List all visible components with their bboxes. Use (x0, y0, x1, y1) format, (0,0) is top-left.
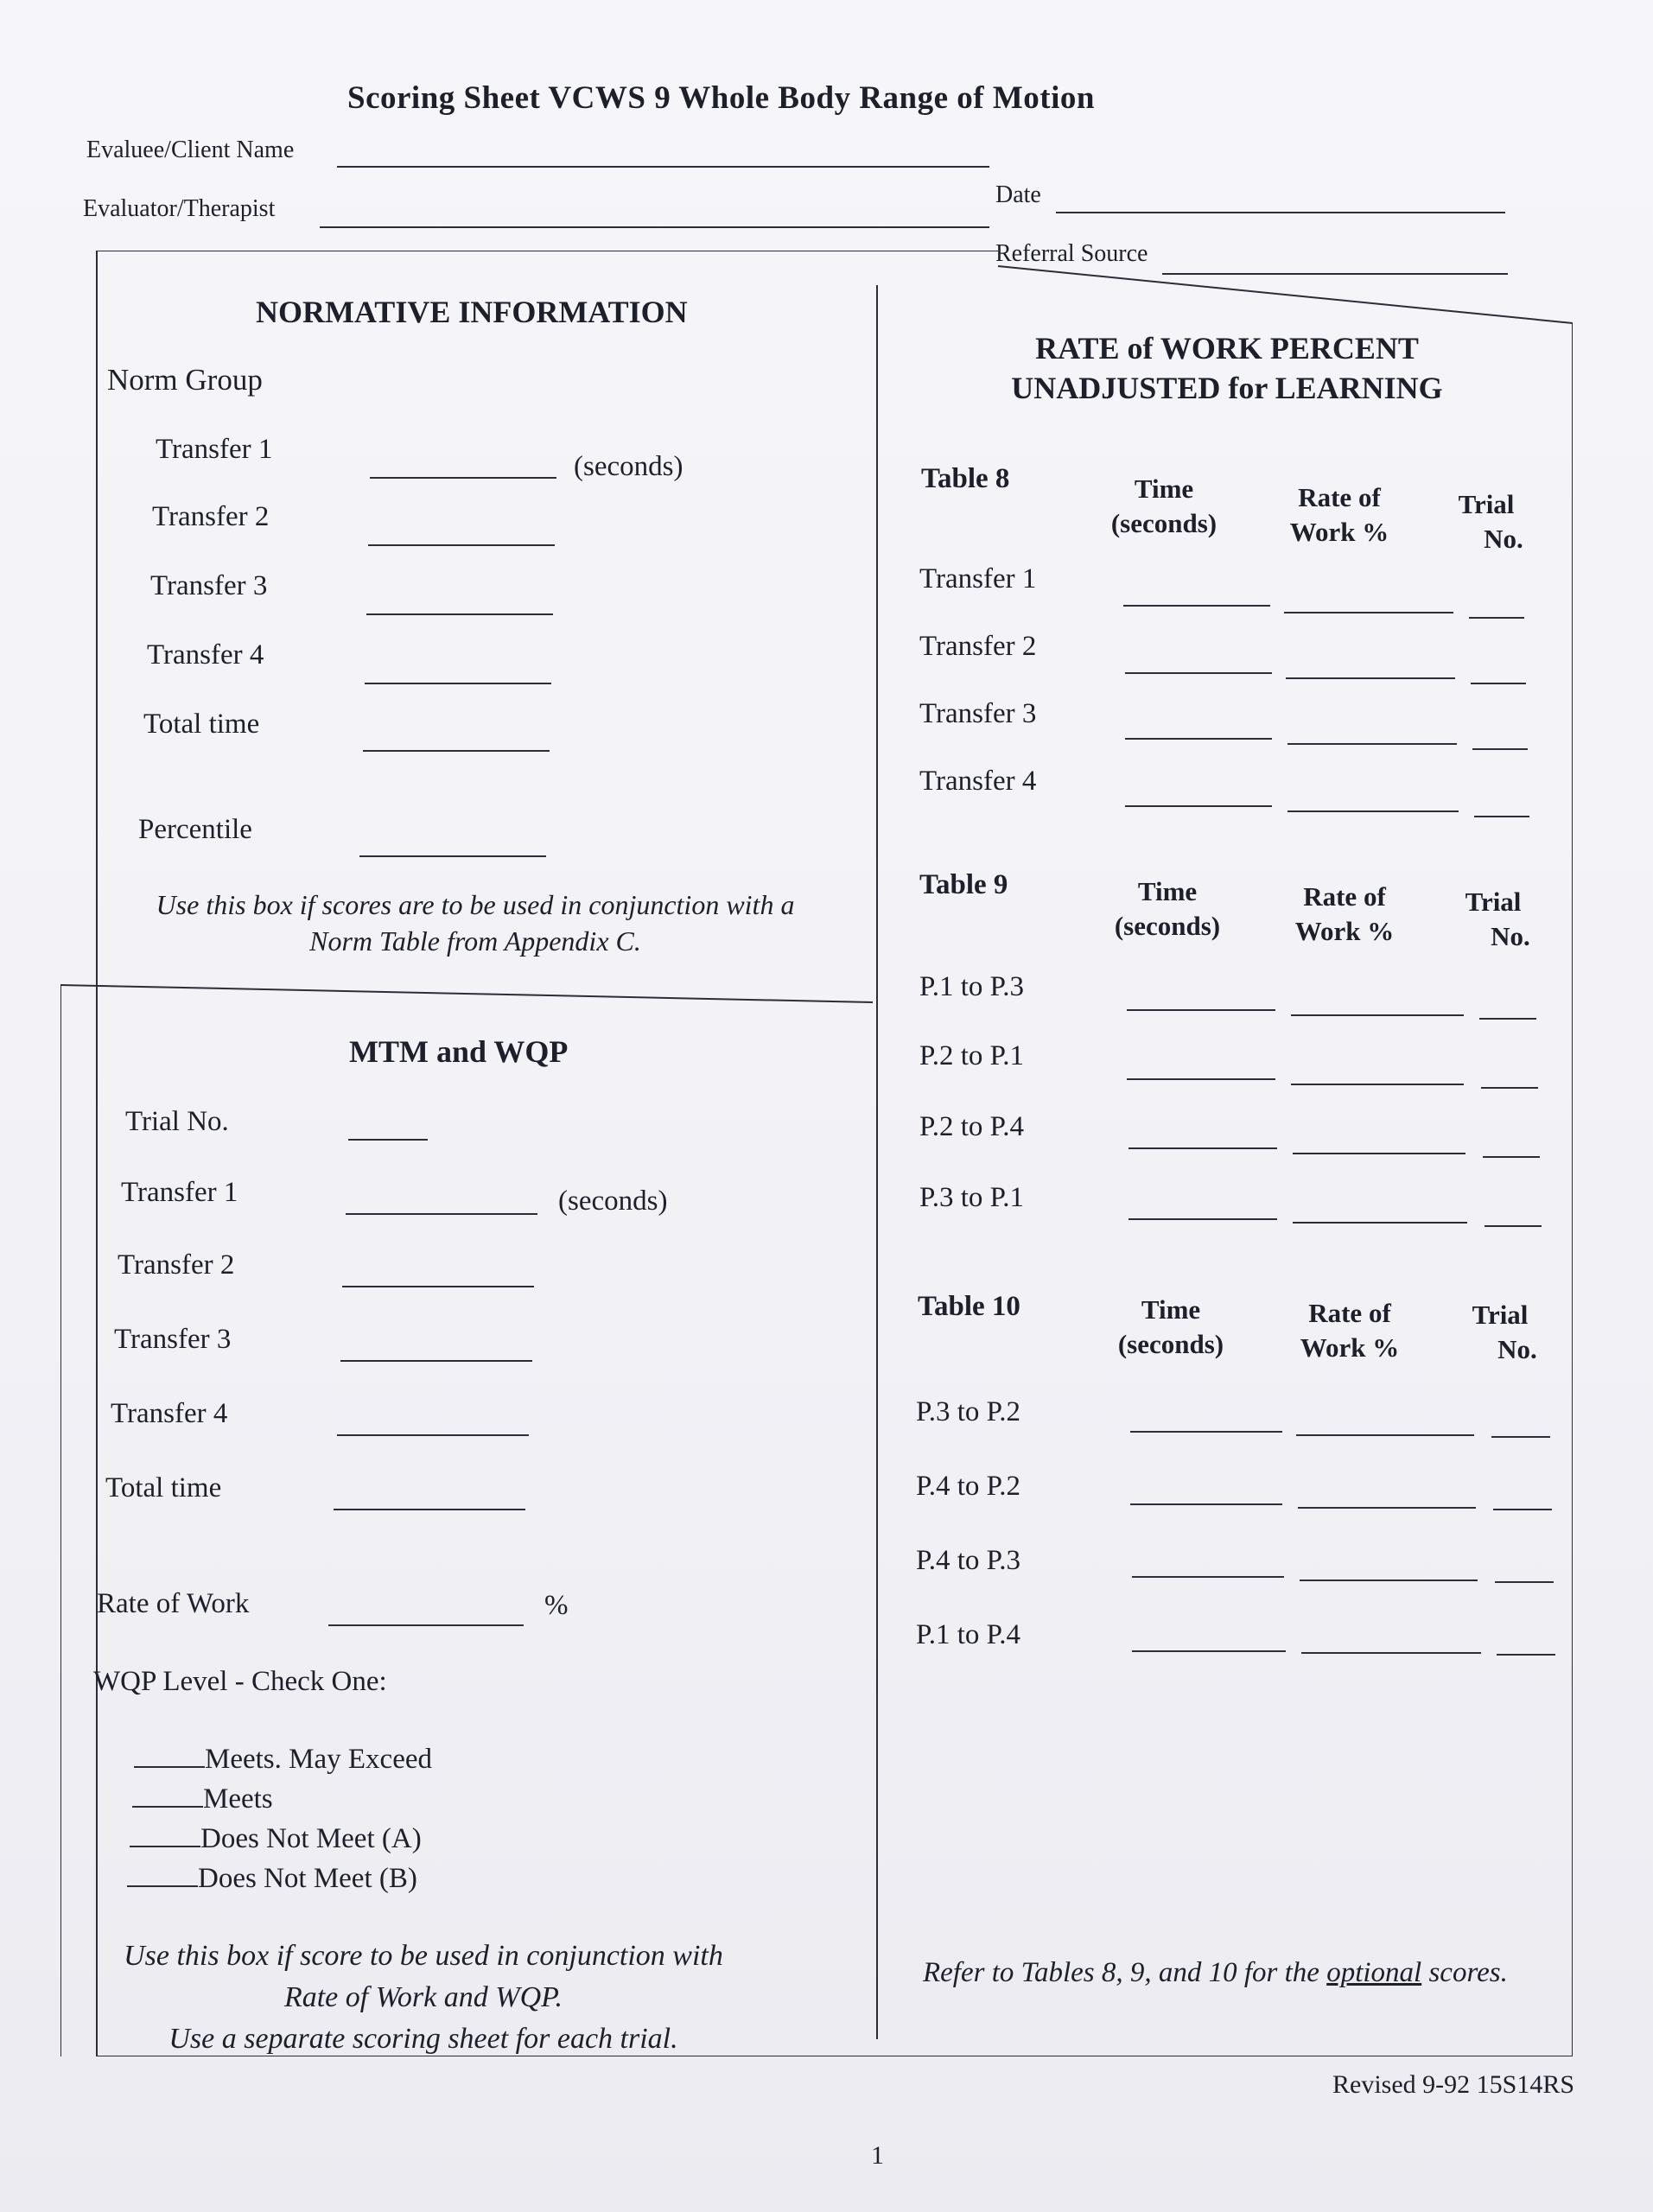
norm-total-time-label: Total time (143, 709, 260, 740)
wqp-option-does-not-meet-a[interactable]: Does Not Meet (A) (130, 1823, 422, 1855)
norm-transfer-3-field[interactable] (366, 613, 553, 615)
table-9-rate-field-4[interactable] (1293, 1222, 1467, 1224)
evaluee-label: Evaluee/Client Name (86, 137, 295, 163)
table-8-time-field-2[interactable] (1125, 672, 1272, 674)
evaluee-field[interactable] (337, 166, 989, 168)
mtm-transfer-2-field[interactable] (342, 1286, 534, 1287)
table-10-time-field-1[interactable] (1130, 1431, 1282, 1433)
table-9-row-3: P.2 to P.4 (919, 1111, 1025, 1142)
table-8-rate-field-2[interactable] (1286, 677, 1455, 679)
table-10-trial-field-3[interactable] (1495, 1581, 1554, 1583)
wqp-option-meets[interactable]: Meets (132, 1783, 273, 1815)
table-9-label: Table 9 (919, 869, 1008, 900)
norm-percentile-field[interactable] (359, 855, 546, 857)
norm-group-label: Norm Group (107, 363, 263, 397)
norm-seconds-label: (seconds) (574, 451, 683, 482)
norm-total-time-field[interactable] (363, 750, 550, 752)
norm-transfer-4-label: Transfer 4 (147, 639, 264, 671)
table-9-time-header: Time (seconds) (1114, 876, 1221, 941)
mtm-seconds-label: (seconds) (558, 1185, 668, 1217)
table-8-rate-field-3[interactable] (1287, 743, 1457, 745)
table-8-rate-field-1[interactable] (1284, 612, 1453, 613)
evaluator-label: Evaluator/Therapist (83, 195, 276, 222)
table-10-rate-field-2[interactable] (1298, 1507, 1476, 1509)
page-number: 1 (871, 2141, 884, 2170)
table-9-time-field-4[interactable] (1128, 1218, 1277, 1220)
mtm-percent-sign: % (544, 1590, 569, 1621)
wqp-option-does-not-meet-b[interactable]: Does Not Meet (B) (127, 1863, 417, 1895)
mtm-transfer-3-field[interactable] (340, 1360, 532, 1362)
table-10-rate-field-4[interactable] (1301, 1652, 1481, 1654)
mtm-rate-of-work-label: Rate of Work (97, 1588, 250, 1619)
table-9-row-1: P.1 to P.3 (919, 971, 1025, 1002)
referral-label: Referral Source (995, 240, 1148, 267)
mtm-trial-label: Trial No. (125, 1106, 229, 1137)
table-10-trial-field-2[interactable] (1493, 1509, 1552, 1510)
rate-title (985, 328, 1469, 408)
table-8-time-header: Time (seconds) (1110, 474, 1217, 538)
table-10-row-2: P.4 to P.2 (916, 1471, 1021, 1502)
normative-title: NORMATIVE INFORMATION (256, 295, 688, 329)
norm-transfer-2-label: Transfer 2 (152, 501, 270, 532)
date-field[interactable] (1056, 212, 1505, 213)
table-8-row-3: Transfer 3 (919, 698, 1037, 729)
norm-transfer-1-label: Transfer 1 (156, 434, 273, 465)
mtm-transfer-4-field[interactable] (337, 1434, 529, 1436)
table-8-time-field-1[interactable] (1123, 605, 1270, 607)
table-8-row-1: Transfer 1 (919, 563, 1037, 594)
table-9-rate-header: Rate of Work % (1294, 881, 1395, 946)
mtm-note (69, 1936, 778, 2060)
table-9-rate-field-1[interactable] (1291, 1014, 1464, 1016)
normative-note-line-1: Use this box if scores are to be used in conjunction with a (156, 889, 795, 920)
table-9-time-field-3[interactable] (1128, 1147, 1277, 1149)
table-9-trial-header: Trial No. (1465, 887, 1530, 951)
table-8-trial-field-1[interactable] (1469, 617, 1524, 619)
table-10-rate-field-3[interactable] (1300, 1580, 1478, 1581)
wqp-check-4[interactable] (127, 1885, 198, 1887)
norm-percentile-label: Percentile (138, 814, 252, 845)
table-9-rate-field-3[interactable] (1293, 1153, 1465, 1154)
normative-note-line-2: Norm Table from Appendix C. (309, 925, 641, 957)
mtm-rate-of-work-field[interactable] (328, 1624, 524, 1626)
table-9-trial-field-4[interactable] (1485, 1225, 1542, 1227)
table-8-rate-header: Rate of Work % (1289, 482, 1389, 547)
mtm-total-time-field[interactable] (334, 1509, 525, 1510)
revision-code: Revised 9-92 15S14RS (1332, 2070, 1575, 2099)
table-9-rate-field-2[interactable] (1291, 1084, 1464, 1085)
table-10-rate-field-1[interactable] (1296, 1434, 1474, 1436)
rate-title-line-1: RATE of WORK PERCENT (1035, 331, 1419, 365)
table-10-row-4: P.1 to P.4 (916, 1619, 1021, 1650)
table-8-trial-field-2[interactable] (1471, 683, 1526, 684)
normative-note (138, 887, 812, 959)
mtm-trial-field[interactable] (348, 1139, 428, 1141)
wqp-check-1[interactable] (134, 1766, 205, 1768)
table-10-row-3: P.4 to P.3 (916, 1545, 1021, 1576)
table-9-trial-field-1[interactable] (1479, 1018, 1536, 1020)
mtm-note-line-2: Rate of Work and WQP. (283, 1981, 563, 2013)
rate-title-line-2: UNADJUSTED for LEARNING (1011, 371, 1443, 405)
sheet-title: Scoring Sheet VCWS 9 Whole Body Range of Motion (347, 80, 1095, 116)
table-10-trial-field-4[interactable] (1497, 1654, 1555, 1656)
wqp-check-3[interactable] (130, 1846, 200, 1847)
table-9-row-2: P.2 to P.1 (919, 1040, 1025, 1071)
table-9-trial-field-2[interactable] (1481, 1087, 1538, 1089)
mtm-note-line-3: Use a separate scoring sheet for each trial. (168, 2023, 678, 2055)
table-10-time-field-2[interactable] (1130, 1503, 1282, 1505)
evaluator-field[interactable] (320, 226, 989, 228)
date-label: Date (995, 181, 1041, 208)
table-8-row-2: Transfer 2 (919, 631, 1037, 662)
norm-transfer-3-label: Transfer 3 (150, 570, 268, 601)
mtm-transfer-3-label: Transfer 3 (114, 1324, 232, 1355)
table-10-time-field-4[interactable] (1132, 1650, 1286, 1652)
table-8-trial-field-4[interactable] (1474, 816, 1529, 817)
table-8-time-field-4[interactable] (1125, 805, 1272, 807)
mtm-note-line-1: Use this box if score to be used in conjunction with (124, 1940, 723, 1972)
norm-transfer-4-field[interactable] (365, 683, 551, 684)
table-10-rate-header: Rate of Work % (1300, 1298, 1400, 1363)
mtm-transfer-1-field[interactable] (346, 1213, 537, 1215)
table-9-time-field-2[interactable] (1127, 1078, 1275, 1080)
mtm-transfer-2-label: Transfer 2 (118, 1249, 235, 1281)
mtm-transfer-1-label: Transfer 1 (121, 1177, 238, 1208)
mtm-title: MTM and WQP (349, 1034, 569, 1069)
wqp-level-label: WQP Level - Check One: (93, 1666, 387, 1697)
table-8-trial-field-3[interactable] (1472, 748, 1528, 750)
table-10-time-field-3[interactable] (1132, 1576, 1284, 1578)
wqp-option-meets-may-exceed[interactable]: Meets. May Exceed (134, 1744, 432, 1776)
norm-transfer-1-field[interactable] (370, 477, 556, 479)
table-10-trial-header: Trial No. (1472, 1300, 1537, 1364)
table-8-time-field-3[interactable] (1125, 738, 1272, 740)
table-10-time-header: Time (seconds) (1117, 1294, 1224, 1359)
mtm-transfer-4-label: Transfer 4 (111, 1398, 228, 1429)
table-9-row-4: P.3 to P.1 (919, 1182, 1025, 1213)
wqp-check-2[interactable] (132, 1806, 203, 1808)
table-10-label: Table 10 (918, 1291, 1020, 1322)
mtm-total-time-label: Total time (105, 1472, 222, 1503)
table-9-time-field-1[interactable] (1127, 1009, 1275, 1011)
table-9-trial-field-3[interactable] (1483, 1156, 1540, 1158)
table-8-row-4: Transfer 4 (919, 766, 1037, 797)
table-8-rate-field-4[interactable] (1287, 810, 1459, 812)
table-10-row-1: P.3 to P.2 (916, 1396, 1021, 1427)
table-10-trial-field-1[interactable] (1491, 1436, 1550, 1438)
norm-transfer-2-field[interactable] (368, 544, 555, 546)
table-8-label: Table 8 (921, 463, 1010, 494)
optional-scores-note: Refer to Tables 8, 9, and 10 for the optional scores. (923, 1957, 1508, 1988)
table-8-trial-header: Trial No. (1458, 489, 1523, 554)
optional-word: optional (1326, 1957, 1422, 1988)
